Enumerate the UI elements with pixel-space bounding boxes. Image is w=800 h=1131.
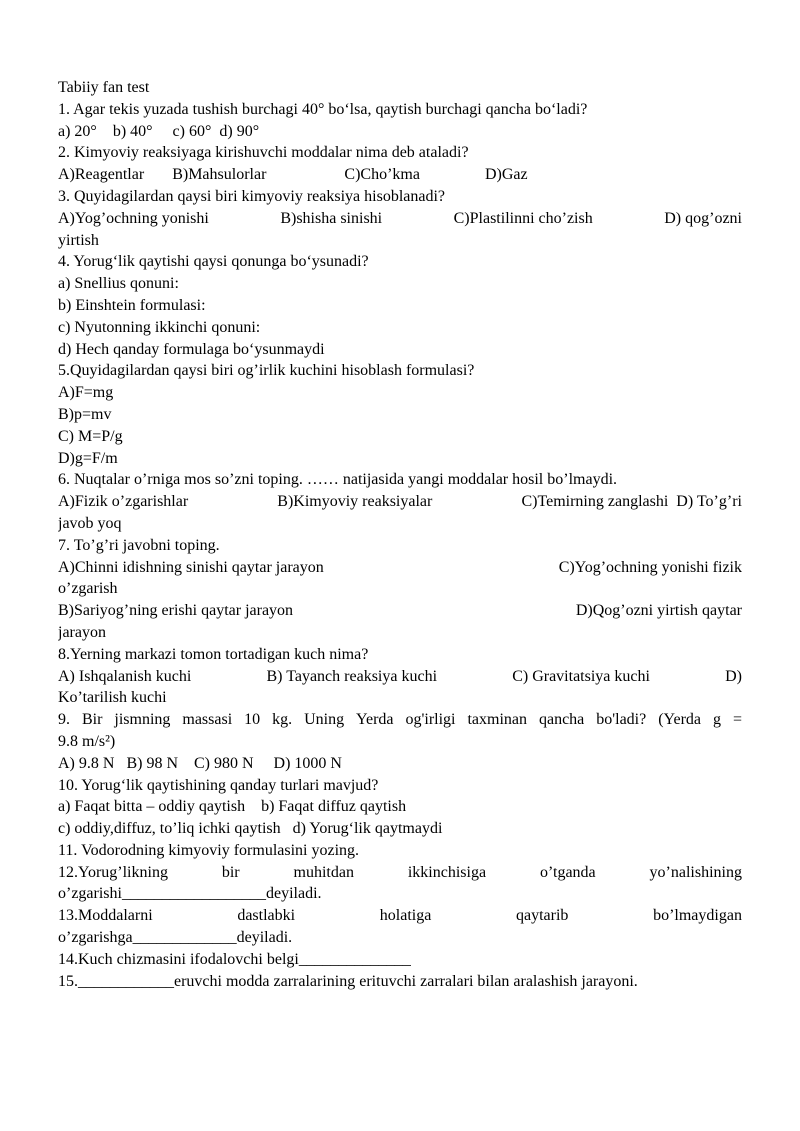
question-7-row-2 bbox=[58, 600, 742, 622]
question-12-word: ikkinchisiga bbox=[407, 863, 487, 881]
question-4: 4. Yorug‘lik qaytishi qaysi qonunga bo‘ysunadi? bbox=[58, 253, 369, 271]
question-10-options-1: a) Faqat bitta – oddiy qaytish b) Faqat diffuz qaytish bbox=[58, 798, 407, 816]
option-d: D)Gaz bbox=[484, 166, 528, 184]
question-9-word: Uning bbox=[304, 711, 345, 729]
option-d: D) bbox=[725, 667, 742, 685]
question-2-options bbox=[58, 164, 742, 186]
question-8: 8.Yerning markazi tomon tortadigan kuch nima? bbox=[58, 645, 369, 663]
question-13-word: holatiga bbox=[379, 907, 432, 925]
document-title: Tabiiy fan test bbox=[58, 79, 150, 96]
option-d: D) qog’ozni bbox=[664, 209, 742, 227]
question-12-word: yo’nalishining bbox=[649, 863, 742, 881]
option-d: d) Hech qanday formulaga bo‘ysunmaydi bbox=[58, 340, 325, 358]
question-9-word: = bbox=[732, 711, 742, 729]
question-9 bbox=[58, 709, 742, 731]
question-12-blank: o’zgarishi__________________deyiladi. bbox=[58, 885, 322, 903]
question-9-word: 9. bbox=[58, 711, 70, 729]
question-9-word: Yerda bbox=[356, 711, 394, 729]
option-c: C) Gravitatsiya kuchi bbox=[512, 667, 650, 685]
question-1: 1. Agar tekis yuzada tushish burchagi 40° bo‘lsa, qaytish burchagi qancha bo‘ladi? bbox=[58, 100, 588, 118]
question-13-word: bo’lmaydigan bbox=[653, 907, 742, 925]
question-1-options: a) 20° b) 40° c) 60° d) 90° bbox=[58, 122, 260, 140]
question-5: 5.Quyidagilardan qaysi biri og’irlik kuchini hisoblash formulasi? bbox=[58, 362, 475, 380]
question-9-word: massasi bbox=[182, 711, 233, 729]
question-9-word: g bbox=[712, 711, 721, 729]
question-12-word: muhitdan bbox=[293, 863, 354, 881]
option-c: C)Yog’ochning yonishi fizik bbox=[558, 558, 742, 576]
question-8-wrap: Ko’tarilish kuchi bbox=[58, 689, 167, 707]
question-13-word: dastlabki bbox=[237, 907, 296, 925]
question-14: 14.Kuch chizmasini ifodalovchi belgi______________ bbox=[58, 950, 411, 968]
option-c: c) Nyutonning ikkinchi qonuni: bbox=[58, 318, 261, 336]
question-13-word: qaytarib bbox=[515, 907, 569, 925]
option-b: B)Kimyoviy reaksiyalar bbox=[277, 493, 433, 511]
option-a: A) Ishqalanish kuchi bbox=[58, 667, 192, 685]
option-d: D)Qog’ozni yirtish qaytar bbox=[575, 602, 742, 620]
option-b: B) Tayanch reaksiya kuchi bbox=[266, 667, 438, 685]
question-13 bbox=[58, 905, 742, 927]
question-10: 10. Yorug‘lik qaytishining qanday turlari mavjud? bbox=[58, 776, 379, 794]
option-a: A)F=mg bbox=[58, 384, 114, 402]
question-6-wrap: javob yoq bbox=[58, 514, 122, 532]
option-b: B)shisha sinishi bbox=[280, 209, 383, 227]
question-7-wrap-1: o’zgarish bbox=[58, 580, 118, 598]
option-b: B)p=mv bbox=[58, 405, 112, 423]
question-9-word: Bir bbox=[81, 711, 103, 729]
option-b: B)Sariyog’ning erishi qaytar jarayon bbox=[58, 602, 294, 620]
question-9-word: og'irligi bbox=[405, 711, 456, 729]
option-c-d: C)Temirning zanglashi D) To’g’ri bbox=[521, 493, 742, 511]
option-a: a) Snellius qonuni: bbox=[58, 275, 179, 293]
option-a: A)Reagentlar bbox=[58, 166, 145, 184]
question-3-options bbox=[58, 208, 742, 230]
option-c: C)Plastilinni cho’zish bbox=[453, 209, 593, 227]
question-3-wrap: yirtish bbox=[58, 231, 99, 249]
option-c: C)Cho’kma bbox=[344, 166, 420, 184]
option-a: A)Chinni idishning sinishi qaytar jarayon bbox=[58, 558, 324, 576]
question-12-word: o’tganda bbox=[539, 863, 596, 881]
question-9-wrap: 9.8 m/s²) bbox=[58, 732, 116, 750]
question-9-word: bo'ladi? bbox=[596, 711, 647, 729]
question-9-word: jismning bbox=[114, 711, 171, 729]
question-7-wrap-2: jarayon bbox=[58, 623, 106, 641]
option-a: A)Yog’ochning yonishi bbox=[58, 209, 209, 227]
question-9-options: A) 9.8 N B) 98 N C) 980 N D) 1000 N bbox=[58, 754, 342, 772]
test-document bbox=[58, 77, 742, 992]
question-9-word: qancha bbox=[538, 711, 585, 729]
question-7-row-1 bbox=[58, 557, 742, 579]
option-d: D)g=F/m bbox=[58, 449, 118, 467]
question-6: 6. Nuqtalar o’rniga mos so’zni toping. …… natijasida yangi moddalar hosil bo’lmaydi. bbox=[58, 471, 618, 489]
question-9-word: taxminan bbox=[467, 711, 527, 729]
question-10-options-2: c) oddiy,diffuz, to’liq ichki qaytish d) Yorug‘lik qaytmaydi bbox=[58, 820, 443, 838]
question-3: 3. Quyidagilardan qaysi biri kimyoviy reaksiya hisoblanadi? bbox=[58, 187, 446, 205]
question-6-options bbox=[58, 491, 742, 513]
question-15: 15.____________eruvchi modda zarralarining erituvchi zarralari bilan aralashish jarayoni. bbox=[58, 972, 638, 990]
question-9-word: kg. bbox=[272, 711, 293, 729]
question-12-word: bir bbox=[221, 863, 240, 881]
question-7: 7. To’g’ri javobni toping. bbox=[58, 536, 220, 554]
question-11: 11. Vodorodning kimyoviy formulasini yozing. bbox=[58, 841, 360, 859]
question-12-word: 12.Yorug’likning bbox=[58, 863, 168, 881]
question-9-word: (Yerda bbox=[658, 711, 702, 729]
option-a: A)Fizik o’zgarishlar bbox=[58, 493, 189, 511]
question-12 bbox=[58, 862, 742, 884]
question-8-options bbox=[58, 666, 742, 688]
option-b: b) Einshtein formulasi: bbox=[58, 296, 206, 314]
question-13-blank: o’zgarishga_____________deyiladi. bbox=[58, 929, 293, 947]
option-c: C) M=P/g bbox=[58, 427, 123, 445]
question-13-word: 13.Moddalarni bbox=[58, 907, 153, 925]
option-b: B)Mahsulorlar bbox=[172, 166, 267, 184]
question-2: 2. Kimyoviy reaksiyaga kirishuvchi moddalar nima deb ataladi? bbox=[58, 144, 469, 162]
question-9-word: 10 bbox=[244, 711, 261, 729]
